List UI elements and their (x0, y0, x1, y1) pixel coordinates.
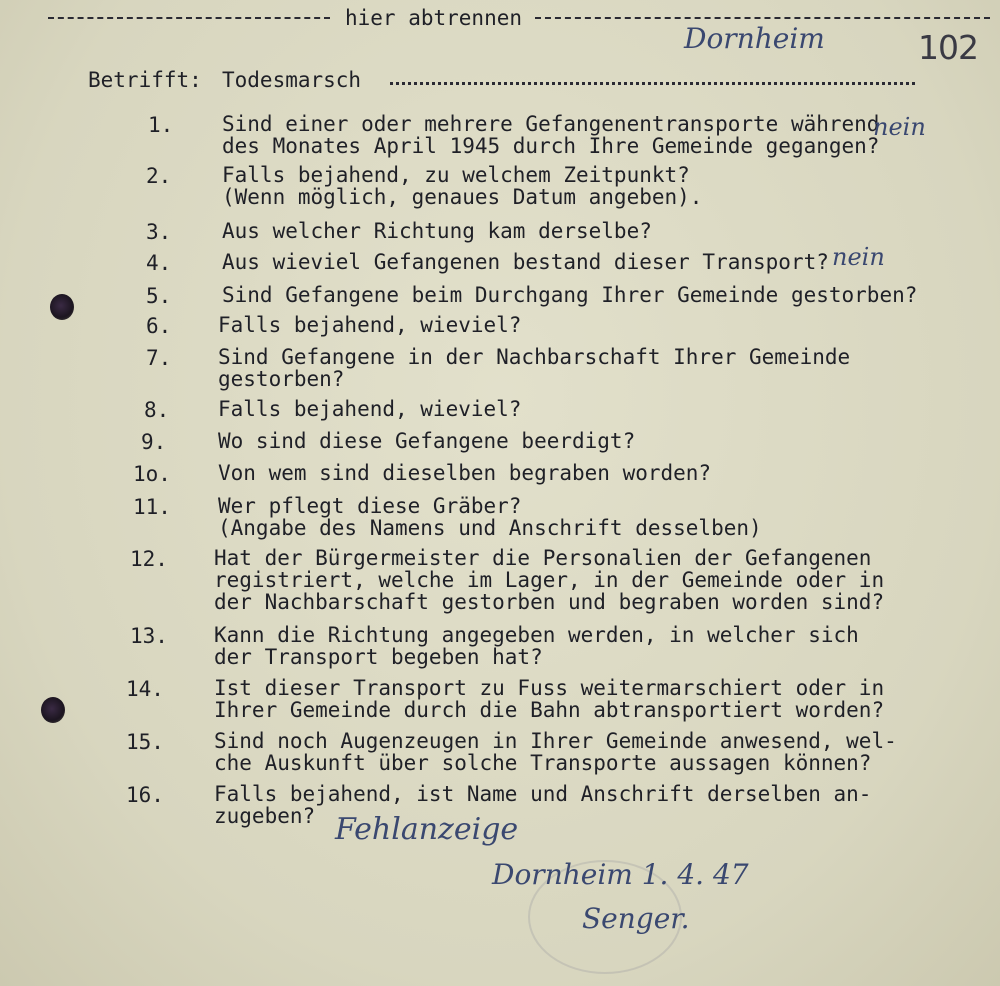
handwritten-answer-q1: nein (873, 113, 926, 141)
cut-line (48, 6, 993, 30)
question-number: 4. (146, 251, 172, 275)
question-number: 12. (130, 547, 168, 571)
question-number: 14. (126, 677, 164, 701)
subject-dotted-line (390, 82, 915, 85)
handwritten-answer-q4: nein (832, 243, 885, 271)
question-number: 5. (146, 284, 172, 308)
punch-hole-top (50, 294, 74, 320)
subject-label: Betrifft: (88, 68, 202, 92)
dashed-line-left (48, 17, 330, 19)
question-text: Hat der Bürgermeister die Personalien der Gefangenen registriert, welche im Lager, in der Gemeinde oder in der Nachbarschaft gestorben und begraben worden sind? (214, 546, 885, 614)
question-text: Von wem sind dieselben begraben worden? (218, 461, 712, 485)
punch-hole-bottom (41, 697, 65, 723)
question-text: Falls bejahend, wieviel? (218, 397, 522, 421)
question-text: Sind Gefangene beim Durchgang Ihrer Gemeinde gestorben? (222, 283, 918, 307)
question-text: Ist dieser Transport zu Fuss weitermarschiert oder in Ihrer Gemeinde durch die Bahn abtransportiert worden? (214, 676, 885, 722)
question-text: Wo sind diese Gefangene beerdigt? (218, 429, 636, 453)
question-number: 7. (146, 346, 172, 370)
question-number: 2. (146, 164, 172, 188)
handwritten-place-date: Dornheim 1. 4. 47 (492, 858, 749, 891)
question-text: Falls bejahend, ist Name und Anschrift derselben an- zugeben? (214, 782, 872, 828)
question-text: Wer pflegt diese Gräber? (Angabe des Namens und Anschrift desselben) (218, 494, 762, 540)
handwritten-place-header: Dornheim (684, 22, 825, 55)
question-number: 1. (148, 113, 174, 137)
question-text: Kann die Richtung angegeben werden, in welcher sich der Transport begeben hat? (214, 623, 859, 669)
question-number: 3. (146, 220, 172, 244)
question-number: 1o. (133, 462, 171, 486)
question-text: Falls bejahend, wieviel? (218, 313, 522, 337)
question-text: Aus wieviel Gefangenen bestand dieser Transport? (222, 250, 829, 274)
handwritten-signature: Senger. (582, 902, 690, 935)
question-text: Sind einer oder mehrere Gefangenentransporte während des Monates April 1945 durch Ihre Gemeinde gegangen? (222, 112, 880, 158)
question-number: 9. (141, 430, 167, 454)
document-number: 102 (918, 28, 978, 67)
subject-value: Todesmarsch (222, 68, 362, 92)
question-text: Falls bejahend, zu welchem Zeitpunkt? (Wenn möglich, genaues Datum angeben). (222, 163, 703, 209)
question-number: 8. (144, 398, 170, 422)
question-text: Sind noch Augenzeugen in Ihrer Gemeinde anwesend, wel- che Auskunft über solche Transporte aussagen können? (214, 729, 897, 775)
question-number: 15. (126, 730, 164, 754)
question-number: 6. (146, 314, 172, 338)
cut-here-label: hier abtrennen (345, 6, 523, 30)
question-text: Sind Gefangene in der Nachbarschaft Ihrer Gemeinde gestorben? (218, 345, 851, 391)
question-number: 11. (133, 495, 171, 519)
question-number: 13. (130, 624, 168, 648)
handwritten-remark: Fehlanzeige (335, 812, 519, 847)
question-number: 16. (126, 783, 164, 807)
question-text: Aus welcher Richtung kam derselbe? (222, 219, 652, 243)
dashed-line-right (535, 17, 990, 19)
